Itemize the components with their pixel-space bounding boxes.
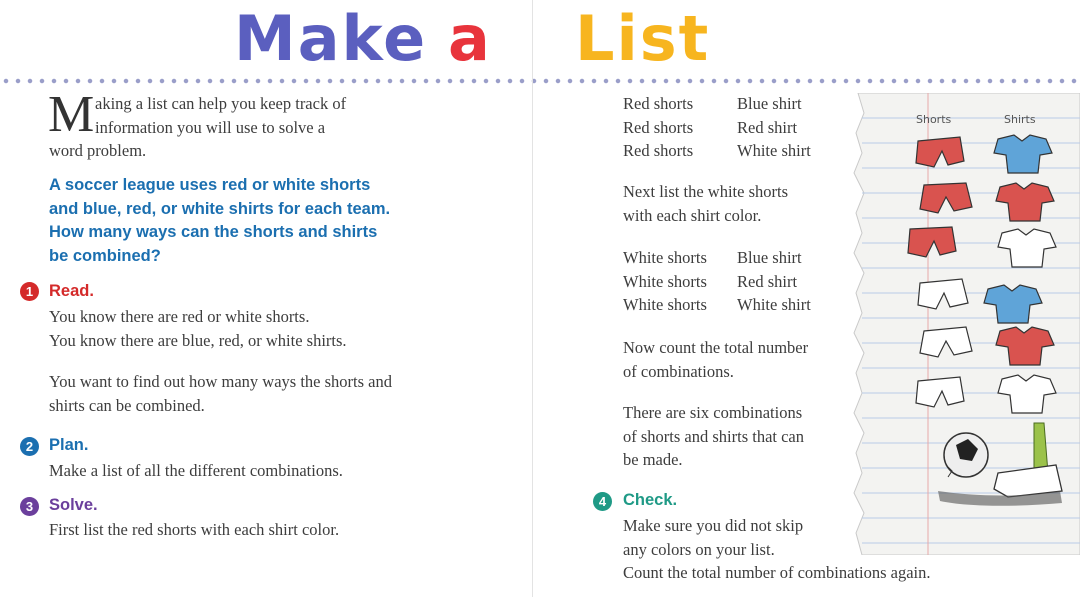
drop-cap: M bbox=[48, 86, 95, 143]
list-item bbox=[623, 92, 811, 116]
problem-statement bbox=[49, 174, 449, 268]
step-2-badge: 2 bbox=[20, 437, 39, 456]
shorts-cell: Red shorts bbox=[623, 141, 694, 160]
step-solve-heading: Solve. bbox=[49, 496, 98, 514]
step-line: Count the total number of combinations again. bbox=[623, 563, 931, 582]
list-item bbox=[623, 293, 811, 317]
step-line: any colors on your list. bbox=[623, 539, 775, 559]
shorts-cell: Red shorts bbox=[623, 117, 694, 137]
shirt-cell: White shirt bbox=[737, 295, 811, 314]
white-shorts-list bbox=[623, 246, 811, 317]
title-make: Make bbox=[234, 2, 428, 75]
step-4-badge: 4 bbox=[593, 492, 612, 511]
white-intro bbox=[623, 180, 788, 227]
step-line: shirts can be combined. bbox=[49, 395, 205, 415]
intro-line: word problem. bbox=[49, 141, 147, 160]
problem-line: How many ways can the shorts and shirts bbox=[49, 223, 378, 241]
shorts-cell: Red shorts bbox=[623, 94, 694, 113]
problem-line: A soccer league uses red or white shorts bbox=[49, 176, 371, 194]
step-solve-text bbox=[49, 518, 489, 542]
step-line: You know there are red or white shorts. bbox=[49, 307, 310, 326]
text-line: be made. bbox=[623, 450, 683, 469]
notebook-drawing bbox=[848, 93, 1080, 555]
dotted-divider bbox=[0, 76, 1080, 86]
shorts-cell: White shorts bbox=[623, 295, 707, 314]
text-line: Now count the total number bbox=[623, 338, 809, 357]
text-line: with each shirt color. bbox=[623, 205, 762, 225]
step-read-heading: Read. bbox=[49, 282, 94, 300]
list-item bbox=[623, 116, 811, 140]
problem-line: and blue, red, or white shirts for each team. bbox=[49, 199, 391, 218]
step-1-badge: 1 bbox=[20, 282, 39, 301]
page-gutter bbox=[532, 0, 533, 597]
shirt-cell: Red shirt bbox=[737, 117, 798, 137]
text-line: Next list the white shorts bbox=[623, 182, 788, 201]
title-a: a bbox=[448, 2, 492, 75]
step-3-badge: 3 bbox=[20, 497, 39, 516]
result-text bbox=[623, 401, 804, 472]
title-list: List bbox=[575, 2, 711, 75]
step-plan-heading: Plan. bbox=[49, 436, 89, 454]
step-line: You know there are blue, red, or white shirts. bbox=[49, 330, 347, 350]
text-line: of shorts and shirts that can bbox=[623, 426, 805, 446]
intro-line: aking a list can help you keep track of bbox=[95, 94, 347, 113]
step-read-text bbox=[49, 305, 489, 352]
shirt-cell: Blue shirt bbox=[737, 248, 802, 267]
step-line: Make a list of all the different combinations. bbox=[49, 461, 343, 480]
step-read-text-2 bbox=[49, 370, 489, 417]
intro-paragraph bbox=[48, 86, 419, 163]
shorts-cell: White shorts bbox=[623, 271, 707, 291]
intro-line: information you will use to solve a bbox=[95, 117, 326, 137]
text-line: of combinations. bbox=[623, 361, 734, 381]
step-line: First list the red shorts with each shirt color. bbox=[49, 520, 340, 539]
list-item bbox=[623, 246, 811, 270]
list-item bbox=[623, 270, 811, 294]
list-item bbox=[623, 139, 811, 163]
shirt-cell: Red shirt bbox=[737, 271, 798, 291]
notebook-shirts-label: Shirts bbox=[1004, 113, 1036, 126]
soccer-ball-icon bbox=[944, 433, 988, 477]
text-line: There are six combinations bbox=[623, 403, 803, 422]
shorts-cell: White shorts bbox=[623, 248, 707, 267]
step-check-heading: Check. bbox=[623, 491, 678, 509]
step-plan-text bbox=[49, 459, 489, 483]
step-line: Make sure you did not skip bbox=[623, 516, 804, 535]
notebook-illustration bbox=[848, 93, 1080, 555]
step-line: You want to find out how many ways the shorts and bbox=[49, 372, 392, 391]
red-shorts-list bbox=[623, 92, 811, 163]
count-text bbox=[623, 336, 808, 383]
notebook-shorts-label: Shorts bbox=[916, 113, 952, 126]
shirt-cell: White shirt bbox=[737, 141, 811, 160]
shirt-cell: Blue shirt bbox=[737, 94, 802, 113]
problem-line: be combined? bbox=[49, 246, 161, 265]
